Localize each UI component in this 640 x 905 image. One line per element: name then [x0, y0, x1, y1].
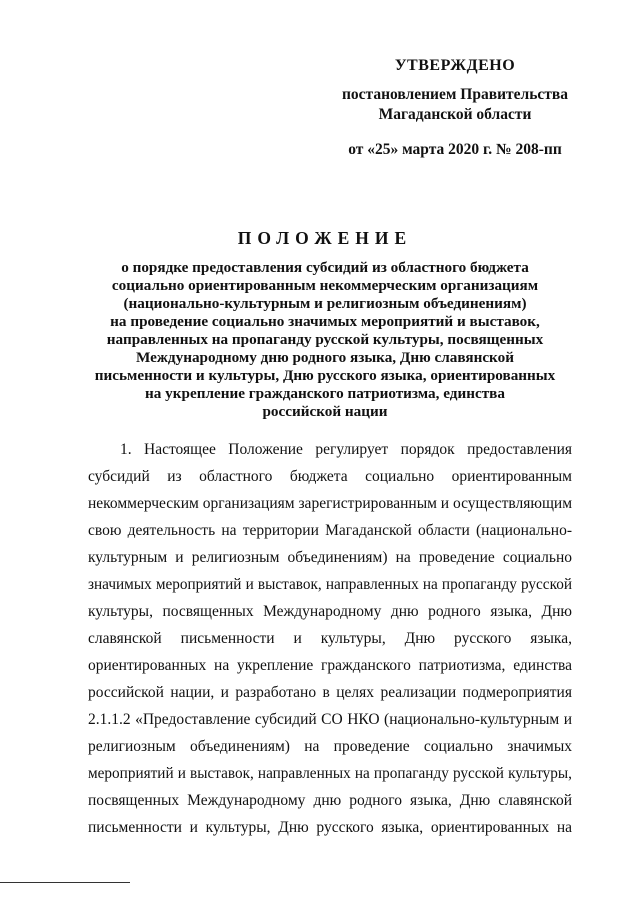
body-line: российской нации, и разработано в целях реализации подмероприятия	[88, 684, 572, 701]
document-title: ПОЛОЖЕНИЕ	[237, 228, 413, 248]
body-paragraph	[88, 436, 572, 841]
body-line: посвященных Международному дню родного языка, Дню славянской	[88, 792, 572, 809]
approval-stamp	[330, 56, 580, 160]
body-line: значимых мероприятий и выставок, направленных на пропаганду русской	[88, 576, 572, 593]
subtitle-line: письменности и культуры, Дню русского языка, ориентированных	[94, 367, 556, 384]
approval-line: постановлением Правительства	[341, 86, 569, 103]
footnote-divider	[0, 882, 130, 883]
approval-title: УТВЕРЖДЕНО	[394, 57, 516, 74]
approval-line: Магаданской области	[378, 106, 532, 123]
body-line: письменности и культуры, Дню русского языка, ориентированных на	[88, 819, 572, 836]
body-line: 2.1.1.2 «Предоставление субсидий СО НКО (национально-культурным и	[88, 711, 572, 728]
subtitle-line: российской нации	[262, 403, 388, 420]
body-line: мероприятий и выставок, направленных на пропаганду русской культуры,	[88, 765, 572, 782]
subtitle-line: направленных на пропаганду русской культуры, посвященных	[106, 331, 544, 348]
document-header	[80, 228, 570, 421]
subtitle-line: социально ориентированным некоммерческим организациям	[111, 277, 539, 294]
subtitle-line: на укрепление гражданского патриотизма, единства	[145, 385, 505, 402]
subtitle-line: Международному дню родного языка, Дню славянской	[136, 349, 514, 366]
body-line: субсидий из областного бюджета социально ориентированным	[88, 468, 572, 485]
decree-date: от «25» марта 2020 г. № 208-пп	[348, 141, 562, 158]
body-line: религиозным объединениям) на проведение социально значимых	[88, 738, 572, 755]
subtitle-line: (национально-культурным и религиозным объединениям)	[123, 295, 527, 312]
body-line: культурным и религиозным объединениям) на проведение социально	[88, 549, 572, 566]
body-line: 1. Настоящее Положение регулирует порядок предоставления	[120, 441, 572, 458]
subtitle-line: на проведение социально значимых мероприятий и выставок,	[110, 313, 540, 330]
body-line: ориентированных на укрепление гражданского патриотизма, единства	[88, 657, 572, 674]
subtitle-line: о порядке предоставления субсидий из областного бюджета	[121, 259, 529, 276]
body-line: культуры, посвященных Международному дню родного языка, Дню	[88, 603, 572, 620]
document-subtitle	[80, 259, 570, 421]
body-line: славянской письменности и культуры, Дню русского языка,	[88, 630, 572, 647]
body-line: свою деятельность на территории Магаданской области (национально-	[88, 522, 572, 539]
body-line: некоммерческим организациям зарегистрированным и осуществляющим	[88, 495, 572, 512]
